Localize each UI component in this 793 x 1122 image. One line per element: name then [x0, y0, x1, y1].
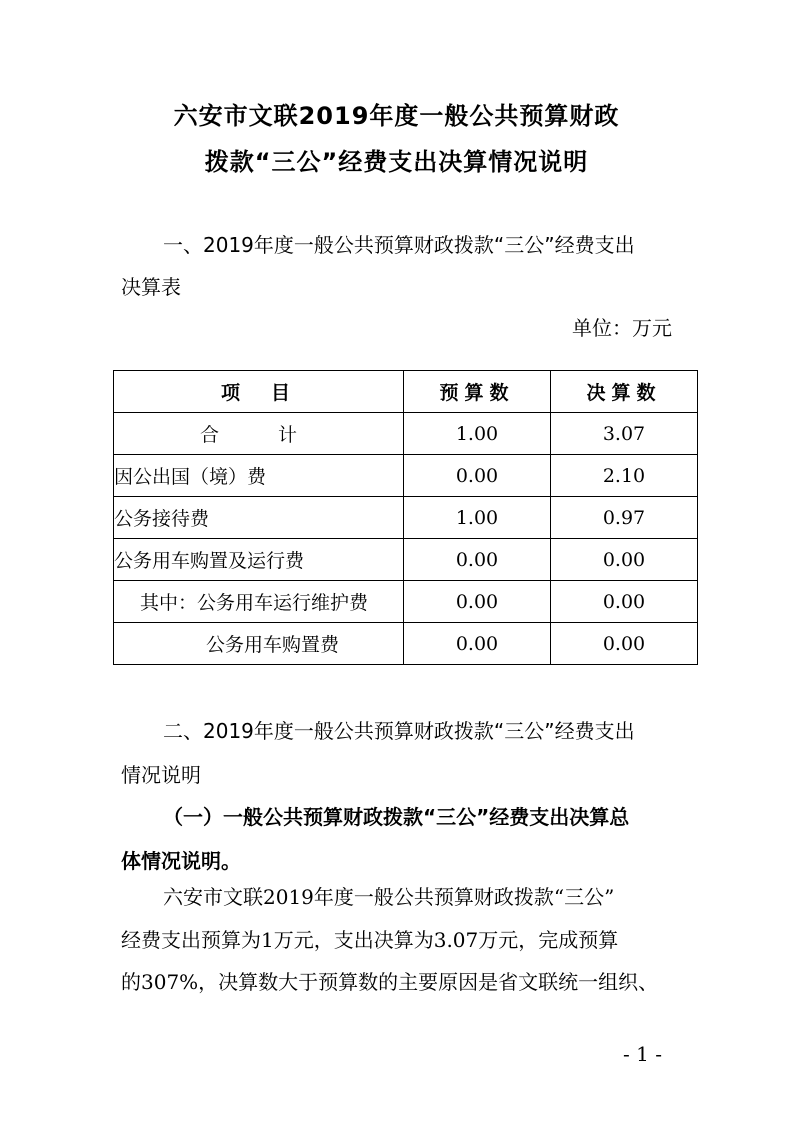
- table-row: [114, 539, 698, 581]
- row-actual: 3.07: [551, 413, 698, 455]
- section-2-heading-line-1: 二、2019年度一般公共预算财政拨款“三公”经费支出: [163, 719, 635, 743]
- row-name: 公务用车购置及运行费: [114, 539, 404, 581]
- row-actual: 0.00: [551, 623, 698, 665]
- section-1-heading-line-2: 决算表: [121, 275, 181, 299]
- section-1-heading-line-1: 一、2019年度一般公共预算财政拨款“三公”经费支出: [163, 233, 635, 257]
- table-row: [114, 497, 698, 539]
- document-title-line-1: 六安市文联2019年度一般公共预算财政: [173, 102, 620, 130]
- header-item: 项 目: [114, 371, 404, 413]
- row-name: 因公出国（境）费: [114, 455, 404, 497]
- subsection-1-heading-line-2: 体情况说明。: [121, 849, 241, 873]
- row-name: 公务接待费: [114, 497, 404, 539]
- three-public-expenses-table: [113, 370, 698, 665]
- section-2-heading-line-2: 情况说明: [121, 763, 201, 787]
- table-row: [114, 623, 698, 665]
- table-row-total: [114, 413, 698, 455]
- table-row: [114, 581, 698, 623]
- row-budget: 0.00: [404, 623, 551, 665]
- row-name: 合 计: [114, 413, 404, 455]
- row-budget: 0.00: [404, 539, 551, 581]
- table-header-row: [114, 371, 698, 413]
- document-title-line-2: 拨款“三公”经费支出决算情况说明: [204, 148, 589, 176]
- row-name: 公务用车购置费: [114, 623, 404, 665]
- row-actual: 0.97: [551, 497, 698, 539]
- table-row: [114, 455, 698, 497]
- unit-label: 单位：万元: [572, 316, 672, 340]
- row-actual: 0.00: [551, 581, 698, 623]
- row-budget: 0.00: [404, 455, 551, 497]
- row-budget: 1.00: [404, 413, 551, 455]
- page-number: - 1 -: [623, 1042, 662, 1066]
- row-name: 其中：公务用车运行维护费: [114, 581, 404, 623]
- subsection-1-heading-line-1: （一）一般公共预算财政拨款“三公”经费支出决算总: [163, 805, 630, 829]
- header-actual: 决算数: [551, 371, 698, 413]
- row-actual: 2.10: [551, 455, 698, 497]
- body-text-line-3: 的307%，决算数大于预算数的主要原因是省文联统一组织、: [121, 970, 659, 994]
- row-budget: 1.00: [404, 497, 551, 539]
- body-text-line-1: 六安市文联2019年度一般公共预算财政拨款“三公”: [163, 885, 615, 909]
- body-text-line-2: 经费支出预算为1万元，支出决算为3.07万元，完成预算: [121, 928, 619, 952]
- row-budget: 0.00: [404, 581, 551, 623]
- row-actual: 0.00: [551, 539, 698, 581]
- header-budget: 预算数: [404, 371, 551, 413]
